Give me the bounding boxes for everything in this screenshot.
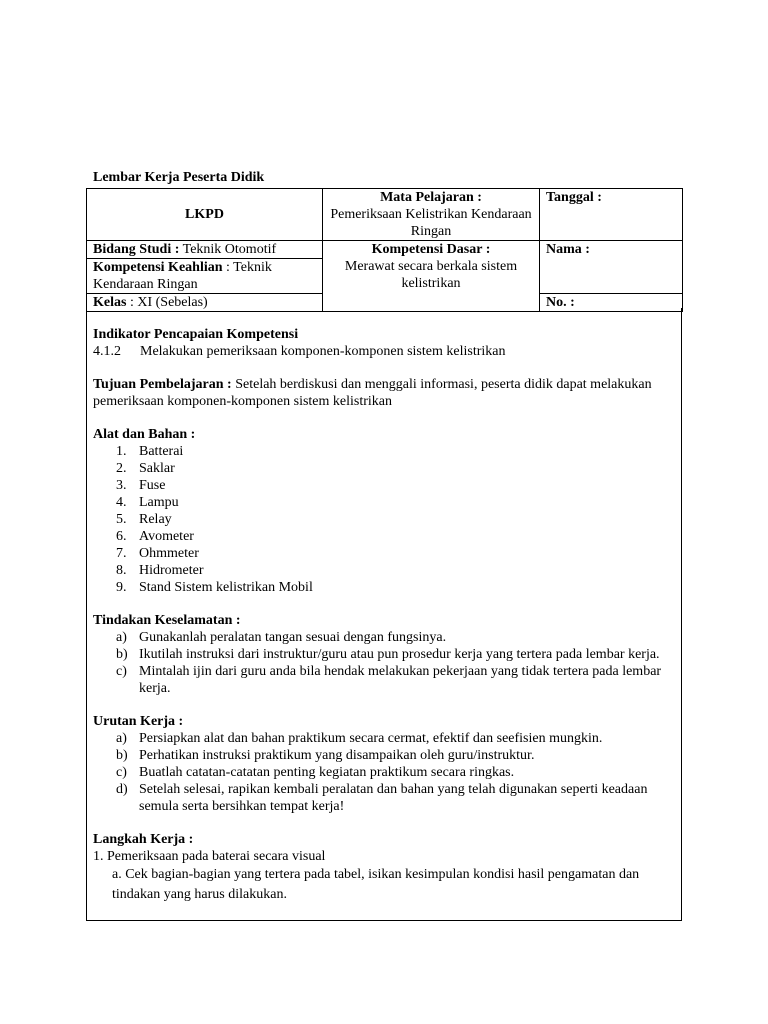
list-item	[93, 460, 673, 477]
content-area	[93, 326, 673, 905]
kompetensi-dasar-value: Merawat secara berkala sistem kelistrikan	[344, 259, 518, 291]
list-item	[93, 579, 673, 596]
list-item	[93, 730, 673, 747]
langkah-heading: Langkah Kerja :	[93, 832, 194, 847]
list-item	[93, 646, 673, 663]
list-marker: 7.	[116, 546, 127, 561]
kompetensi-dasar-cell	[323, 241, 540, 312]
list-text: Stand Sistem kelistrikan Mobil	[139, 580, 313, 595]
kompetensi-keahlian-value: : Teknik Kendaraan Ringan	[93, 260, 272, 292]
list-marker: a)	[116, 731, 127, 746]
mata-pelajaran-cell	[323, 189, 540, 241]
list-item	[93, 443, 673, 460]
kelas-value: : XI (Sebelas)	[126, 295, 208, 310]
list-item	[93, 764, 673, 781]
indikator-item	[93, 343, 673, 360]
list-item	[93, 747, 673, 764]
list-text: Ikutilah instruksi dari instruktur/guru atau pun prosedur kerja yang tertera pada lembar kerja.	[139, 647, 660, 662]
kompetensi-dasar-label: Kompetensi Dasar :	[371, 242, 491, 257]
list-text: Gunakanlah peralatan tangan sesuai dengan fungsinya.	[139, 630, 447, 645]
list-text: Mintalah ijin dari guru anda bila hendak melakukan pekerjaan yang tidak tertera pada lembar kerja.	[139, 664, 662, 696]
indikator-text: Melakukan pemeriksaan komponen-komponen sistem kelistrikan	[140, 344, 506, 359]
list-text: Setelah selesai, rapikan kembali peralatan dan bahan yang telah digunakan seperti keadaan semula serta bersihkan tempat kerja!	[139, 782, 648, 814]
keselamatan-heading: Tindakan Keselamatan :	[93, 613, 241, 628]
langkah-step-1: 1. Pemeriksaan pada baterai secara visual	[93, 849, 326, 864]
document-title: Lembar Kerja Peserta Didik	[93, 170, 265, 185]
list-item	[93, 528, 673, 545]
list-item	[93, 663, 673, 697]
mata-pelajaran-value: Pemeriksaan Kelistrikan Kendaraan Ringan	[330, 207, 532, 239]
list-item	[93, 562, 673, 579]
kelas-label: Kelas	[93, 295, 127, 310]
list-item	[93, 545, 673, 562]
list-text: Relay	[139, 512, 172, 527]
list-text: Perhatikan instruksi praktikum yang disampaikan oleh guru/instruktur.	[139, 748, 535, 763]
list-item	[93, 629, 673, 646]
tanggal-field[interactable]: Tanggal :	[540, 189, 683, 241]
list-text: Hidrometer	[139, 563, 204, 578]
langkah-step-1a: a. Cek bagian-bagian yang tertera pada tabel, isikan kesimpulan kondisi hasil pengamatan dan tindakan yang harus dilakukan.	[112, 867, 640, 902]
bidang-studi-value: Teknik Otomotif	[179, 242, 277, 257]
list-marker: 5.	[116, 512, 127, 527]
tujuan-text: Setelah berdiskusi dan menggali informasi, peserta didik dapat melakukan pemeriksaan komponen-komponen sistem kelistrikan	[93, 377, 652, 409]
list-marker: b)	[116, 647, 128, 662]
kompetensi-keahlian-cell	[87, 259, 323, 294]
list-marker: 9.	[116, 580, 127, 595]
list-text: Persiapkan alat dan bahan praktikum secara cermat, efektif dan seefisien mungkin.	[139, 731, 603, 746]
tujuan-label: Tujuan Pembelajaran :	[93, 377, 232, 392]
list-marker: 2.	[116, 461, 127, 476]
list-marker: c)	[116, 664, 127, 679]
tujuan-paragraph	[93, 376, 673, 410]
list-text: Avometer	[139, 529, 194, 544]
list-marker: 8.	[116, 563, 127, 578]
list-text: Lampu	[139, 495, 179, 510]
list-marker: b)	[116, 748, 128, 763]
keselamatan-list	[93, 629, 673, 697]
header-table	[86, 188, 683, 312]
list-item	[93, 511, 673, 528]
kompetensi-keahlian-label: Kompetensi Keahlian	[93, 260, 223, 275]
list-marker: 6.	[116, 529, 127, 544]
indikator-number: 4.1.2	[93, 344, 121, 359]
list-text: Saklar	[139, 461, 175, 476]
bidang-studi-label: Bidang Studi :	[93, 242, 180, 257]
list-marker: c)	[116, 765, 127, 780]
list-text: Batterai	[139, 444, 184, 459]
bidang-studi-cell	[87, 241, 323, 259]
list-marker: 3.	[116, 478, 127, 493]
list-item	[93, 781, 673, 815]
nama-field[interactable]: Nama :	[540, 241, 683, 294]
urutan-heading: Urutan Kerja :	[93, 714, 184, 729]
list-item	[93, 494, 673, 511]
list-text: Ohmmeter	[139, 546, 199, 561]
list-text: Fuse	[139, 478, 166, 493]
list-marker: d)	[116, 782, 128, 797]
urutan-list	[93, 730, 673, 815]
list-item	[93, 477, 673, 494]
indikator-heading: Indikator Pencapaian Kompetensi	[93, 327, 299, 342]
alat-heading: Alat dan Bahan :	[93, 427, 196, 442]
no-field[interactable]: No. :	[540, 294, 683, 312]
list-text: Buatlah catatan-catatan penting kegiatan praktikum secara ringkas.	[139, 765, 515, 780]
list-marker: 1.	[116, 444, 127, 459]
mata-pelajaran-label: Mata Pelajaran :	[380, 190, 482, 205]
alat-list	[93, 443, 673, 596]
list-marker: a)	[116, 630, 127, 645]
list-marker: 4.	[116, 495, 127, 510]
lkpd-cell: LKPD	[87, 189, 323, 241]
